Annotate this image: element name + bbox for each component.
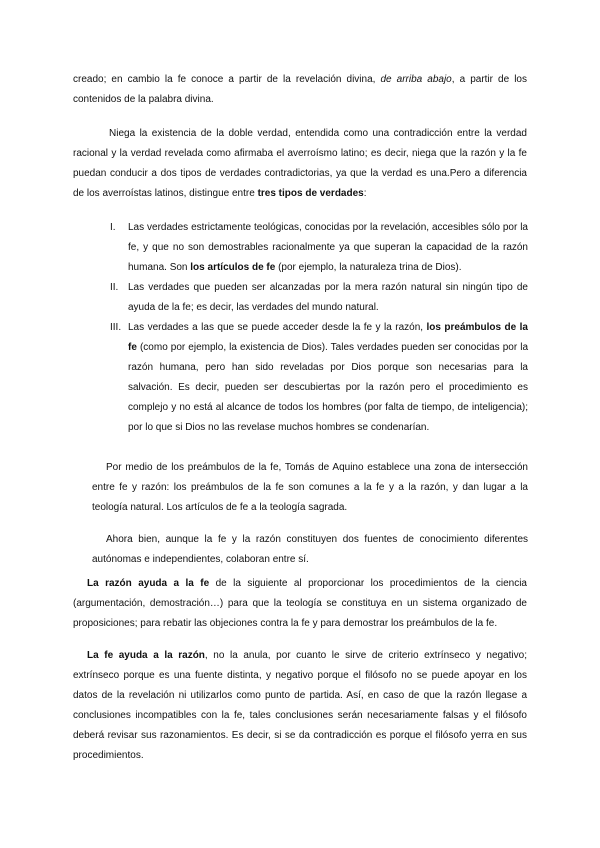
text-run: : — [363, 188, 367, 199]
bold-text: los artículos de fe — [190, 262, 276, 273]
list-number: II. — [110, 282, 119, 293]
bold-text: tres tipos de verdades — [257, 188, 364, 199]
text-run: , a partir de los contenidos de la palabra divina. — [73, 74, 527, 105]
bold-text: La fe ayuda a la razón — [87, 650, 205, 661]
text-run: de la siguiente al proporcionar los procedimientos de la ciencia (argumentación, demostración…) para que la teología se constituya en un sistema organizado de proposiciones; para rebatir las objeciones contra la fe y para demostrar los preámbulos de la fe. — [73, 578, 527, 629]
italic-text: de arriba abajo — [380, 74, 452, 85]
text-run: (como por ejemplo, la existencia de Dios). Tales verdades pueden ser conocidas por la razón humana, pero han sido reveladas por Dios porque son necesarias para la salvación. Es decir, pueden ser descubiertas por la razón pero el procedimiento es complejo y no está al alcance de todos los hombres (por falta de tiempo, de inteligencia); por lo que si Dios no las revelase muchos hombres se condenarían. — [128, 342, 529, 433]
bold-text: La razón ayuda a la fe — [87, 578, 210, 589]
paragraph-fe-ayuda — [73, 646, 527, 766]
paragraph-continuation — [73, 70, 527, 110]
paragraph-doble-verdad — [73, 124, 527, 204]
text-run: (por ejemplo, la naturaleza trina de Dios). — [278, 262, 462, 273]
text-run: Las verdades que pueden ser alcanzadas por la mera razón natural sin ningún tipo de ayuda de la fe; es decir, las verdades del mundo natural. — [128, 282, 528, 313]
list-item — [110, 278, 528, 318]
bold-text: los preámbulos de la fe — [128, 322, 528, 353]
text-run: Por medio de los preámbulos de la fe, Tomás de Aquino establece una zona de intersección entre fe y razón: los preámbulos de la fe son comunes a la fe y a la razón, y dan lugar a la teología natural. Los artículos de fe a la teología sagrada. — [92, 462, 528, 513]
truth-types-list — [110, 218, 528, 438]
text-run: creado; en cambio la fe conoce a partir de la revelación divina, — [73, 74, 376, 85]
text-run: , no la anula, por cuanto le sirve de criterio extrínseco y negativo; extrínseco porque es una fuente distinta, y negativo porque el filósofo no se puede apoyar en los datos de la revelación ni utilizarlos como punto de partida. Así, en caso de que la razón llegase a conclusiones incompatibles con la fe, tales conclusiones serán necesariamente falsas y el filósofo deberá revisar sus razonamientos. Es decir, si se da contradicción es porque el filósofo yerra en sus procedimientos. — [73, 650, 527, 761]
list-number: I. — [110, 222, 116, 233]
text-run: Ahora bien, aunque la fe y la razón constituyen dos fuentes de conocimiento diferentes autónomas e independientes, colaboran entre sí. — [92, 534, 528, 565]
paragraph-ahora-bien — [92, 530, 528, 570]
list-number: III. — [110, 322, 122, 333]
paragraph-preambulos — [92, 458, 528, 518]
text-run: Las verdades a las que se puede acceder desde la fe y la razón, — [128, 322, 424, 333]
text-run: Las verdades estrictamente teológicas, conocidas por la revelación, accesibles sólo por la fe, y que no son demostrables racionalmente ya que superan la capacidad de la razón humana. Son — [128, 222, 528, 273]
list-item — [110, 218, 528, 278]
list-item — [110, 318, 528, 438]
text-run: Niega la existencia de la doble verdad, entendida como una contradicción entre la verdad racional y la verdad revelada como afirmaba el averroísmo latino; es decir, niega que la razón y la fe puedan conducir a dos tipos de verdades contradictorias, ya que la verdad es una.Pero a diferencia de los averroístas latinos, distingue entre — [73, 128, 527, 199]
paragraph-razon-ayuda — [73, 574, 527, 634]
